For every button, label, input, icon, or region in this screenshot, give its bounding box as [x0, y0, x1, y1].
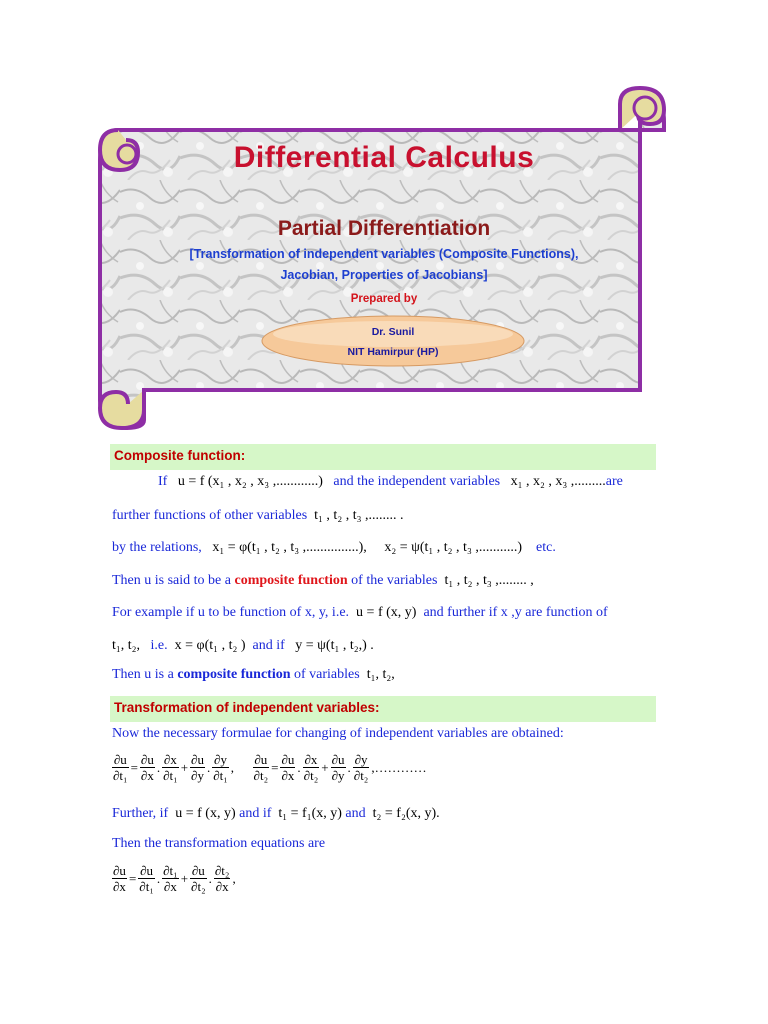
fraction: $\frac{\partial y}{\text{∂t₁}}$: [213, 752, 228, 783]
fraction: $\frac{\text{∂t₂}}{\partial x}$: [214, 863, 230, 894]
math-expression: u = f (x₁ , x₂ , x₃ ,............): [177, 474, 323, 489]
fraction: $\frac{\partial u}{\text{∂t₂}}$: [253, 752, 269, 783]
text: and the independent variables: [333, 474, 501, 489]
math-expression: x₁ , x₂ , x₃ ,.........: [510, 474, 606, 489]
author-institution: NIT Hamirpur (HP): [347, 346, 439, 358]
fraction: $\frac{\partial u}{\text{∂t₁}}$: [139, 863, 154, 894]
text: are: [605, 474, 623, 489]
fraction: $\frac{\partial u}{\partial y}$: [331, 752, 345, 783]
paragraph-line: Now the necessary formulae for changing of independent variables are obtained:: [112, 726, 564, 741]
scroll-banner: [0, 0, 768, 430]
text: i.e.: [150, 638, 168, 653]
fraction: $\frac{\partial u}{\partial x}$: [140, 752, 154, 783]
fraction: $\frac{\partial u}{\text{∂t₂}}$: [191, 863, 206, 894]
text: Further, if: [112, 806, 169, 821]
text: Then u is a: [112, 667, 174, 682]
math-expression: t₁ , t₂ , t₃ ,........ ,: [444, 573, 534, 588]
text: and further if x ,y are function of: [423, 605, 608, 620]
text: If: [158, 474, 168, 489]
fraction: $\frac{\partial x}{\text{∂t₂}}$: [303, 752, 319, 783]
author-name: Dr. Sunil: [371, 326, 415, 338]
math-expression: t₂ = f₂(x, y).: [372, 806, 440, 821]
equation-row: $\frac{\partial u}{\partial x}$ = $\frac{\partial u}{\text{∂t₁}}$ . $\frac{\text{∂t₁}}{\partial x}$ + $\frac{\partial u}{\text{∂t₂}}$ . $\frac{\text{∂t₂}}{\partial x}$ ,: [113, 863, 236, 894]
paragraph-line: [112, 508, 403, 524]
paragraph-line: [112, 573, 534, 589]
text: etc.: [536, 540, 556, 555]
math-expression: t₁ = f₁(x, y): [278, 806, 342, 821]
document-title: Differential Calculus: [233, 141, 535, 174]
text: of variables: [294, 667, 360, 682]
fraction: $\frac{\partial u}{\partial x}$: [113, 863, 126, 894]
math-expression: x = φ(t₁ , t₂ ): [174, 638, 246, 653]
math-expression: t₁ , t₂ , t₃ ,........ .: [314, 508, 404, 523]
text: by the relations,: [112, 540, 202, 555]
math-expression: t₁, t₂,: [112, 638, 141, 653]
text: For example if u to be function of x, y, i.e.: [112, 605, 350, 620]
paragraph-line: [158, 474, 623, 490]
math-expression: y = ψ(t₁ , t₂,) .: [295, 638, 374, 653]
paragraph-line: [112, 806, 440, 822]
math-expression: u = f (x, y): [175, 806, 236, 821]
fraction: $\frac{\partial x}{\text{∂t₁}}$: [163, 752, 178, 783]
text: and: [345, 806, 366, 821]
math-expression: x₂ = ψ(t₁ , t₂ , t₃ ,...........): [384, 540, 522, 555]
fraction: $\frac{\partial u}{\text{∂t₁}}$: [113, 752, 128, 783]
text: of the variables: [351, 573, 438, 588]
math-expression: x₁ = φ(t₁ , t₂ , t₃ ,...............),: [212, 540, 367, 555]
emphasis-text: composite function: [177, 667, 291, 682]
text: and if: [239, 806, 272, 821]
fraction: $\frac{\partial y}{\text{∂t₂}}$: [353, 752, 369, 783]
topics-line-2: Jacobian, Properties of Jacobians]: [280, 268, 488, 282]
text: further functions of other variables: [112, 508, 308, 523]
fraction: $\frac{\partial u}{\partial y}$: [191, 752, 204, 783]
paragraph-line: Then the transformation equations are: [112, 836, 326, 851]
fraction: $\frac{\partial u}{\partial x}$: [281, 752, 295, 783]
section-heading-composite: Composite function:: [114, 448, 246, 463]
text: and if: [252, 638, 285, 653]
document-subtitle: Partial Differentiation: [277, 217, 491, 240]
paragraph-line: [112, 605, 608, 621]
text: Then u is said to be a: [112, 573, 231, 588]
paragraph-line: [112, 540, 556, 556]
equation-row: $\frac{\partial u}{\text{∂t₁}}$ = $\frac{\partial u}{\partial x}$ . $\frac{\partial x}{\text{∂t₁}}$ + $\frac{\partial u}{\partial y}$ . $\frac{\partial y}{\text{∂t₁}}$ , $\frac{\partial u}{\text{∂t₂}}$ = $\frac{\partial u}{\partial x}$ . $\frac{\partial x}{\text{∂t₂}}$ + $\frac{\partial u}{\partial y}$ . $\frac{\partial y}{\text{∂t₂}}$ ,…………: [113, 752, 427, 783]
emphasis-text: composite function: [234, 573, 348, 588]
math-expression: u = f (x, y): [356, 605, 417, 620]
fraction: $\frac{\text{∂t₁}}{\partial x}$: [163, 863, 178, 894]
math-expression: t₁, t₂,: [366, 667, 395, 682]
paragraph-line: [112, 638, 374, 654]
section-heading-transformation: Transformation of independent variables:: [114, 700, 380, 715]
topics-line-1: [Transformation of independent variables (Composite Functions),: [189, 247, 579, 261]
prepared-by-label: Prepared by: [350, 293, 418, 305]
paragraph-line: [112, 667, 395, 683]
